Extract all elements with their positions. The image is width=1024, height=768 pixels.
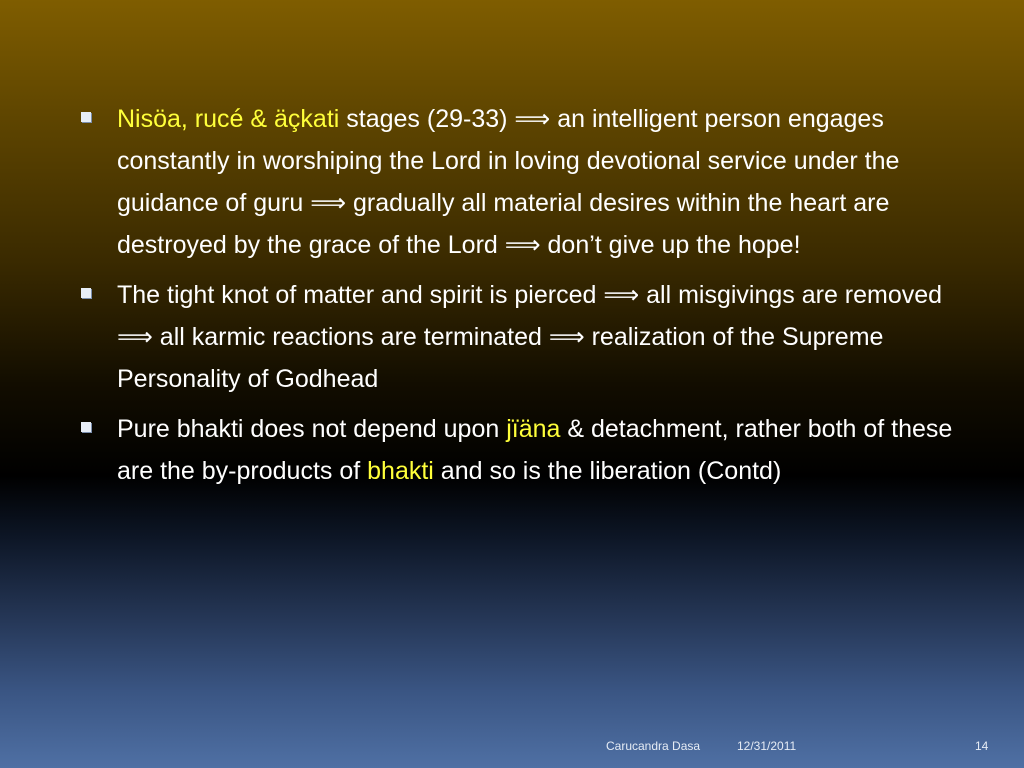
highlighted-term: jïäna [506, 415, 561, 443]
bullet-text: Pure bhakti does not depend upon [117, 415, 507, 443]
square-bullet-icon [81, 112, 91, 122]
bullet-text: and so is the liberation (Contd) [433, 457, 782, 485]
bullet-text: The tight knot of matter and spirit is pierced ⟹ all misgivings are removed ⟹ all karmic reactions are terminated ⟹ realization of the Supreme Personality of Godhead [117, 281, 943, 393]
bullet-item-3 [80, 408, 975, 492]
bullet-item-1 [80, 98, 975, 266]
footer-date: 12/31/2011 [737, 739, 797, 753]
footer-author: Carucandra Dasa [606, 739, 701, 753]
slide-content [80, 98, 975, 500]
square-bullet-icon [81, 422, 91, 432]
bullet-text: stages (29-33) ⟹ an intelligent person engages constantly in worshiping the Lord in loving devotional service under the guidance of guru ⟹ gradually all material desires within the heart are destroyed by the grace of the Lord ⟹ don’t give up the hope! [117, 105, 900, 259]
highlighted-term: bhakti [367, 457, 434, 485]
slide-number: 14 [975, 739, 989, 753]
bullet-item-2 [80, 274, 975, 400]
highlighted-term: Nisöa, rucé & äçkati [117, 105, 340, 133]
bullet-text: & detachment, rather both of these are the by-products of [117, 415, 953, 485]
square-bullet-icon [81, 288, 91, 298]
